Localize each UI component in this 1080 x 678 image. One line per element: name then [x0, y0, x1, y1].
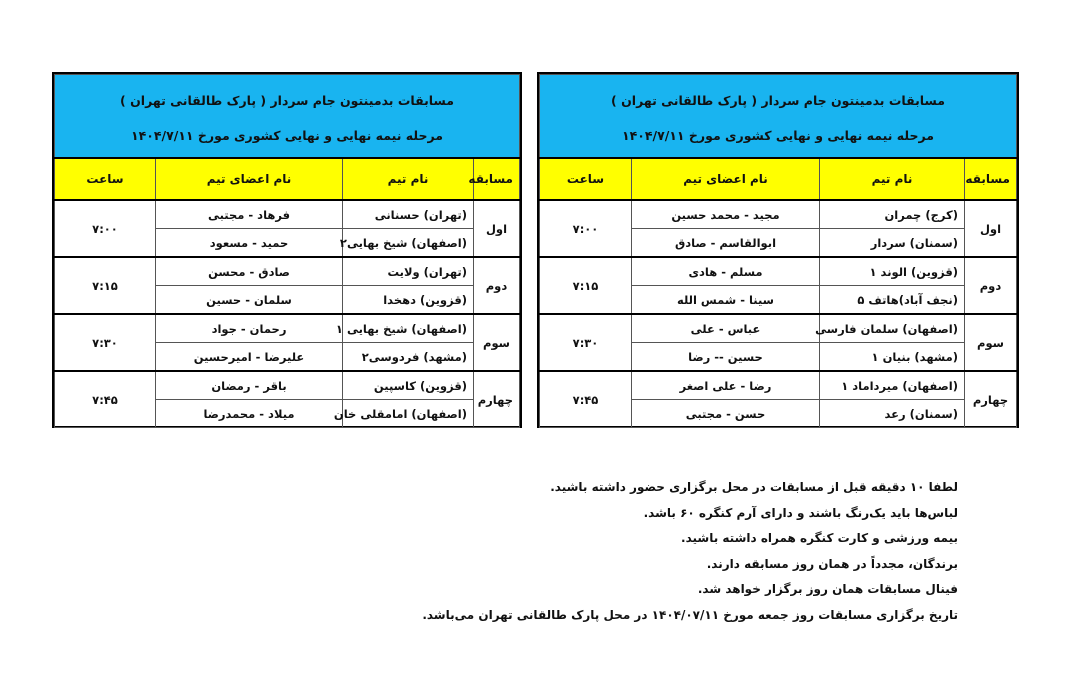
table-row — [540, 314, 1017, 343]
note-item: لطفا ۱۰ دقیقه قبل از مسابقات در محل برگزاری حضور داشته باشید. — [550, 480, 958, 494]
team-name: (اصفهان) شیخ بهایی۲ — [343, 229, 474, 258]
team-name: (مشهد) بنیان ۱ — [820, 343, 965, 372]
team-name: (قزوین) کاسپین — [343, 371, 474, 400]
column-header-time: ساعت — [540, 158, 632, 200]
table-row — [55, 314, 520, 343]
table-subtitle: مرحله نیمه نهایی و نهایی کشوری مورخ ۱۴۰۴/۷/۱۱ — [622, 128, 934, 143]
team-name: (قزوین) الوند ۱ — [820, 257, 965, 286]
column-header-match: مسابقه — [965, 158, 1017, 200]
team-members: عباس - علی — [632, 314, 820, 343]
team-members: میلاد - محمدرضا — [156, 400, 343, 428]
match-time: ۷:۰۰ — [55, 200, 156, 257]
notes-list — [422, 478, 958, 631]
schedule-grid — [539, 74, 1017, 428]
note-item: برندگان، مجدداً در همان روز مسابقه دارند. — [706, 556, 958, 571]
note-item: فینال مسابقات همان روز برگزار خواهد شد. — [697, 582, 958, 596]
team-members: مجید - محمد حسین — [632, 200, 820, 229]
column-header-match: مسابقه — [474, 158, 520, 200]
column-header-team: نام تیم — [820, 158, 965, 200]
team-name: (قزوین) دهخدا — [343, 286, 474, 315]
match-time: ۷:۴۵ — [55, 371, 156, 428]
team-name: (اصفهان) میرداماد ۱ — [820, 371, 965, 400]
match-time: ۷:۱۵ — [540, 257, 632, 314]
team-name: (نجف آباد)هاتف ۵ — [820, 286, 965, 315]
team-name: (سمنان) رعد — [820, 400, 965, 428]
schedule-table-right — [537, 72, 1019, 428]
table-header — [540, 75, 1017, 159]
match-label: چهارم — [965, 371, 1017, 428]
note-item: لباس‌ها باید یک‌رنگ باشند و دارای آرم کنگره ۶۰ باشد. — [643, 505, 958, 520]
match-label: دوم — [474, 257, 520, 314]
team-members: حسین -- رضا — [632, 343, 820, 372]
team-members: مسلم - هادی — [632, 257, 820, 286]
team-members: ابوالقاسم - صادق — [632, 229, 820, 258]
column-header-members: نام اعضای تیم — [156, 158, 343, 200]
team-members: حسن - مجتبی — [632, 400, 820, 428]
team-members: سلمان - حسین — [156, 286, 343, 315]
team-name: (اصفهان) شیخ بهایی ۱ — [343, 314, 474, 343]
team-name: (کرج) چمران — [820, 200, 965, 229]
column-header-team: نام تیم — [343, 158, 474, 200]
table-row — [540, 257, 1017, 286]
schedule-grid — [54, 74, 520, 428]
team-members: رضا - علی اصغر — [632, 371, 820, 400]
match-label: چهارم — [474, 371, 520, 428]
note-item: تاریخ برگزاری مسابقات روز جمعه مورخ ۱۴۰۴/۰۷/۱۱ در محل پارک طالقانی تهران می‌باشد. — [422, 607, 958, 622]
team-name: (تهران) حسنانی — [343, 200, 474, 229]
table-row — [55, 200, 520, 229]
table-row — [55, 371, 520, 400]
table-row — [540, 200, 1017, 229]
table-title: مسابقات بدمینتون جام سردار ( پارک طالقانی تهران ) — [611, 93, 945, 108]
team-name: (تهران) ولایت — [343, 257, 474, 286]
match-label: سوم — [474, 314, 520, 371]
team-members: صادق - محسن — [156, 257, 343, 286]
team-name: (اصفهان) سلمان فارسی — [820, 314, 965, 343]
table-title: مسابقات بدمینتون جام سردار ( پارک طالقانی تهران ) — [120, 93, 454, 108]
team-members: حمید - مسعود — [156, 229, 343, 258]
column-header-time: ساعت — [55, 158, 156, 200]
match-label: دوم — [965, 257, 1017, 314]
match-label: اول — [474, 200, 520, 257]
match-label: سوم — [965, 314, 1017, 371]
table-header — [55, 75, 520, 159]
match-time: ۷:۴۵ — [540, 371, 632, 428]
match-time: ۷:۰۰ — [540, 200, 632, 257]
team-members: علیرضا - امیرحسین — [156, 343, 343, 372]
team-members: سینا - شمس الله — [632, 286, 820, 315]
match-label: اول — [965, 200, 1017, 257]
match-time: ۷:۳۰ — [55, 314, 156, 371]
note-item: بیمه ورزشی و کارت کنگره همراه داشته باشید. — [681, 531, 958, 545]
team-name: (مشهد) فردوسی۲ — [343, 343, 474, 372]
team-members: فرهاد - مجتبی — [156, 200, 343, 229]
team-name: (اصفهان) امامقلی خان — [343, 400, 474, 428]
match-time: ۷:۳۰ — [540, 314, 632, 371]
schedule-table-left — [52, 72, 522, 428]
table-subtitle: مرحله نیمه نهایی و نهایی کشوری مورخ ۱۴۰۴/۷/۱۱ — [131, 128, 443, 143]
team-members: باقر - رمضان — [156, 371, 343, 400]
match-time: ۷:۱۵ — [55, 257, 156, 314]
team-name: (سمنان) سردار — [820, 229, 965, 258]
column-header-members: نام اعضای تیم — [632, 158, 820, 200]
table-row — [55, 257, 520, 286]
table-row — [540, 371, 1017, 400]
team-members: رحمان - جواد — [156, 314, 343, 343]
